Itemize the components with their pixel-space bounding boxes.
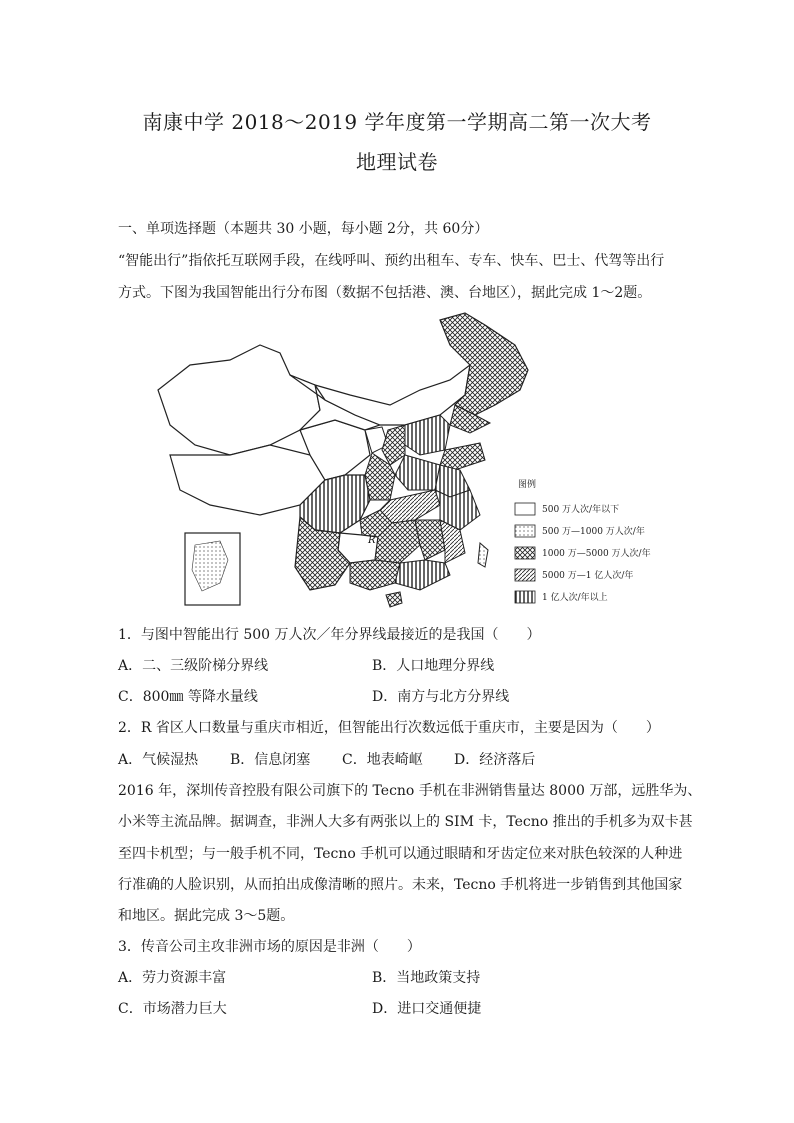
passage1-line1: “智能出行”指依托互联网手段，在线呼叫、预约出租车、专车、快车、巴士、代驾等出行 — [118, 253, 665, 269]
q2-stem: 2．R 省区人口数量与重庆市相近，但智能出行次数远低于重庆市，主要是因为（ ） — [118, 720, 660, 736]
q2-option-d: D．经济落后 — [454, 752, 536, 768]
legend-item-4: 1 亿人次/年以上 — [542, 593, 608, 603]
q1-option-c: C．800㎜ 等降水量线 — [118, 689, 258, 705]
q1-option-d: D．南方与北方分界线 — [372, 689, 510, 705]
legend-item-0: 500 万人次/年以下 — [542, 505, 620, 515]
legend-title: 图例 — [518, 480, 537, 490]
exam-title: 南康中学 2018～2019 学年度第一学期高二第一次大考 — [142, 110, 652, 134]
q2-option-c: C．地表崎岖 — [342, 752, 423, 768]
region-guangdong — [395, 560, 450, 590]
q2-option-b: B．信息闭塞 — [230, 752, 311, 768]
region-shanxi — [382, 425, 405, 465]
legend-item-2: 1000 万—5000 万人次/年 — [542, 549, 651, 559]
q1-option-b: B．人口地理分界线 — [372, 658, 495, 674]
region-henan — [395, 455, 440, 490]
region-shandong — [440, 443, 485, 470]
q3-option-b: B．当地政策支持 — [372, 970, 481, 986]
passage1-line2: 方式。下图为我国智能出行分布图（数据不包括港、澳、台地区），据此完成 1～2题。 — [118, 285, 652, 301]
section-heading: 一、单项选择题（本题共 30 小题，每小题 2分，共 60分） — [118, 221, 489, 237]
passage2-line2: 小米等主流品牌。据调查，非洲人大多有两张以上的 SIM 卡，Tecno 推出的手机多为双卡甚 — [118, 814, 693, 830]
passage2-line4: 行准确的人脸识别，从而拍出成像清晰的照片。未来，Tecno 手机将进一步销售到其他国家 — [118, 877, 683, 893]
legend-item-3: 5000 万—1 亿人次/年 — [542, 571, 634, 581]
region-guangxi — [350, 560, 400, 590]
passage2-line1: 2016 年，深圳传音控股有限公司旗下的 Tecno 手机在非洲销售量达 8000 万部，远胜华为、 — [118, 783, 702, 799]
q2-option-a: A．气候湿热 — [118, 752, 199, 768]
q3-option-c: C．市场潜力巨大 — [118, 1001, 227, 1017]
q1-option-a: A．二、三级阶梯分界线 — [118, 658, 269, 674]
region-hainan — [386, 592, 402, 607]
q3-option-d: D．进口交通便捷 — [372, 1001, 482, 1017]
q3-stem: 3．传音公司主攻非洲市场的原因是非洲（ ） — [118, 939, 421, 955]
legend-item-1: 500 万—1000 万人次/年 — [542, 527, 645, 537]
region-taiwan — [478, 543, 488, 567]
passage2-line3: 至四卡机型；与一般手机不同，Tecno 手机可以通过眼睛和牙齿定位来对肤色较深的人种进 — [118, 846, 683, 862]
q3-option-a: A．劳力资源丰富 — [118, 970, 227, 986]
map-legend — [515, 478, 651, 603]
china-smart-travel-map — [150, 305, 670, 610]
passage2-line5: 和地区。据此完成 3～5题。 — [118, 908, 295, 924]
exam-subtitle: 地理试卷 — [356, 150, 438, 174]
q1-stem: 1．与图中智能出行 500 万人次／年分界线最接近的是我国（ ） — [118, 627, 541, 643]
label-r: R — [368, 535, 376, 546]
region-xinjiang — [158, 345, 320, 455]
